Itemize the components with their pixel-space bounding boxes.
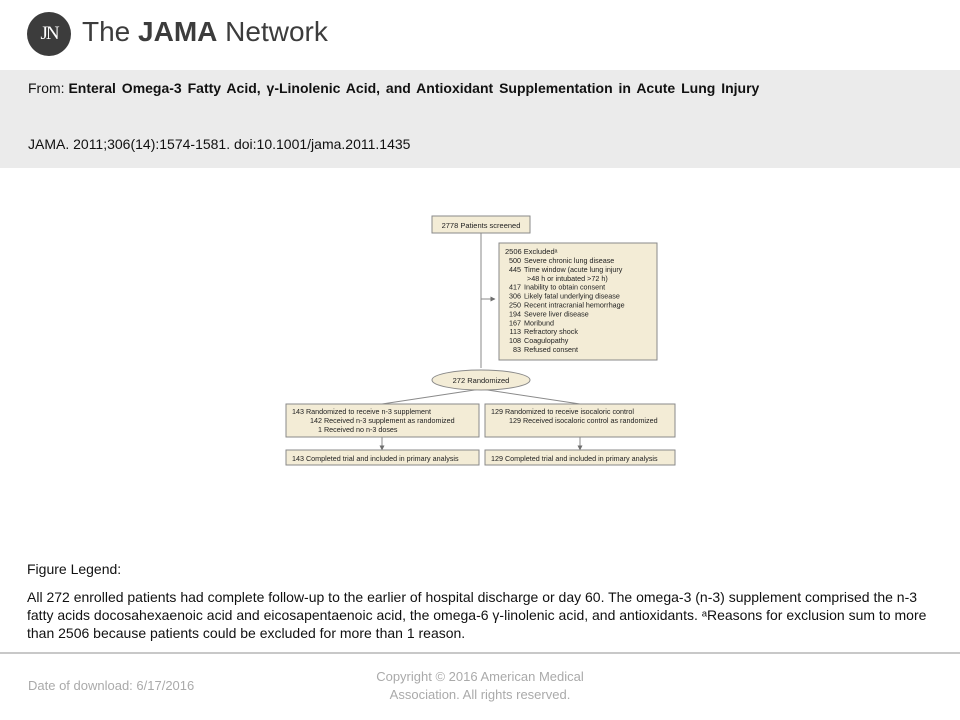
exclusion-reason: Recent intracranial hemorrhage (524, 300, 625, 310)
copyright (340, 668, 620, 704)
from-line (28, 80, 759, 96)
footer-divider (0, 652, 960, 654)
citation-panel (0, 70, 960, 168)
exclusion-reason: Moribund (524, 318, 554, 328)
copyright-line2: Association. All rights reserved. (389, 687, 571, 702)
screened-text: 2778 Patients screened (441, 221, 521, 230)
figure-legend (27, 560, 937, 642)
exclusion-reason: Inability to obtain consent (524, 282, 606, 292)
exclusion-count: 306 (509, 291, 521, 301)
exclusion-count: 167 (509, 318, 521, 328)
left-arm-line2: 142 Received n-3 supplement as randomized (310, 416, 455, 425)
left-arm-line1: 143 Randomized to receive n-3 supplement (292, 407, 432, 416)
exclusion-reason: Refractory shock (524, 327, 578, 337)
exclusion-reason: Likely fatal underlying disease (524, 291, 620, 301)
exclusion-reason: Time window (acute lung injury (524, 264, 623, 274)
legend-title: Figure Legend: (27, 561, 122, 577)
left-completed-text: 143 Completed trial and included in primary analysis (292, 454, 459, 463)
article-title[interactable]: Enteral Omega-3 Fatty Acid, γ-Linolenic Acid, and Antioxidant Supplementation in Acute Lung Injury (68, 80, 760, 96)
exclusion-count: 83 (513, 345, 521, 354)
right-branch (481, 389, 580, 404)
left-branch (382, 389, 481, 404)
exclusion-count: 417 (509, 282, 521, 292)
exclusion-count: 500 (509, 256, 521, 265)
randomized-text: 272 Randomized (452, 376, 510, 385)
logo-suffix: Network (217, 16, 328, 47)
exclusion-reason: Refused consent (524, 345, 578, 354)
logo-initials: JN (40, 23, 58, 44)
exclusion-count: 445 (509, 264, 521, 274)
figure-area (0, 168, 960, 548)
journal-reference: JAMA. 2011;306(14):1574-1581. doi:10.1001/jama.2011.1435 (28, 136, 411, 152)
jama-network-logo-icon[interactable] (27, 12, 71, 56)
header (0, 0, 960, 70)
from-label: From: (28, 80, 65, 96)
exclusion-reason: Severe liver disease (524, 309, 589, 319)
legend-text: All 272 enrolled patients had complete follow-up to the earlier of hospital discharge or day 60. The omega-3 (n-3) supplement comprised the n-3 fatty acids docosahexaenoic acid and eicosapentaenoic acid, the omega-6 γ-linolenic acid, and antioxidants. ᵃReasons for exclusion sum to more than 2506 because patients could be excluded for more than 1 reason. (27, 589, 927, 641)
right-completed-text: 129 Completed trial and included in primary analysis (491, 454, 658, 463)
exclusion-reason: >48 h or intubated >72 h) (527, 273, 608, 283)
logo-bold: JAMA (138, 16, 218, 47)
exclusion-reason: Severe chronic lung disease (524, 256, 615, 265)
logo-prefix: The (82, 16, 139, 47)
copyright-line1: Copyright © 2016 American Medical (376, 669, 584, 684)
exclusion-count: 113 (509, 327, 521, 337)
right-arm-line2: 129 Received isocaloric control as randomized (509, 416, 658, 425)
right-arm-line1: 129 Randomized to receive isocaloric control (491, 407, 635, 416)
exclusion-reason: Coagulopathy (524, 336, 569, 346)
download-date: Date of download: 6/17/2016 (28, 678, 195, 693)
exclusion-count: 250 (509, 300, 521, 310)
jama-network-wordmark[interactable] (82, 16, 328, 48)
exclusion-count: 108 (509, 336, 521, 346)
flow-diagram (0, 168, 960, 548)
excluded-header: 2506 Excludedᵃ (505, 247, 558, 256)
exclusion-count: 194 (509, 309, 521, 319)
left-arm-line3: 1 Received no n-3 doses (318, 425, 398, 434)
